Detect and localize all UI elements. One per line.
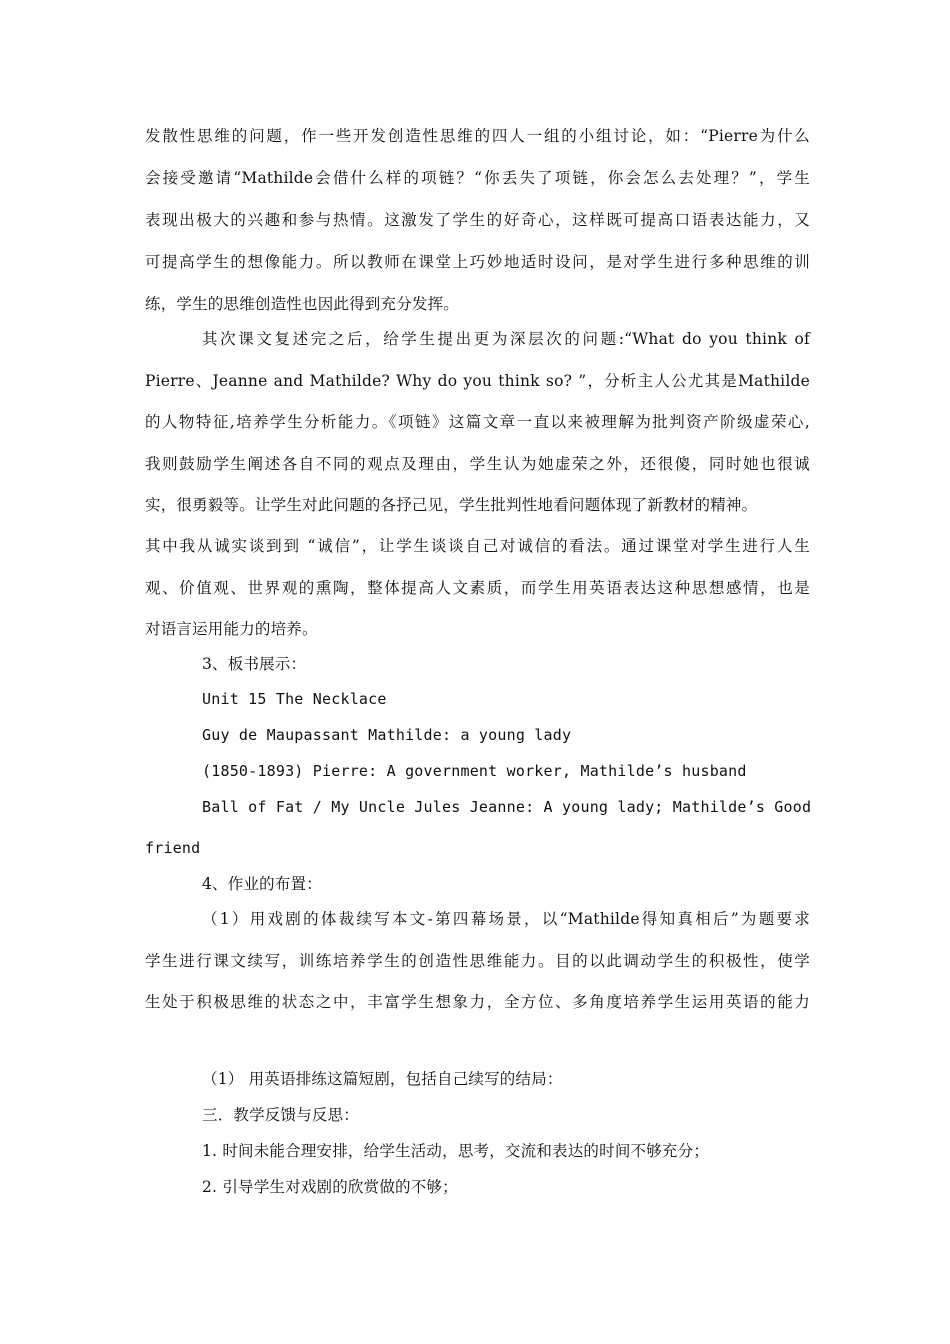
paragraph1-line: 表现出极大的兴趣和参与热情。这激发了学生的好奇心，这样既可提高口语表达能力，又 <box>145 211 810 229</box>
homework-line: （1）用戏剧的体裁续写本文-第四幕场景，以“Mathilde得知真相后”为题要求 <box>202 910 810 928</box>
board-line: Unit 15 The Necklace <box>202 690 387 708</box>
homework-line: 生处于积极思维的状态之中，丰富学生想象力，全方位、多角度培养学生运用英语的能力 <box>145 993 810 1011</box>
paragraph2-line: 我则鼓励学生阐述各自不同的观点及理由，学生认为她虚荣之外，还很傻，同时她也很诚 <box>145 455 810 473</box>
paragraph2-line: 观、价值观、世界观的熏陶，整体提高人文素质，而学生用英语表达这种思想感情，也是 <box>145 579 810 597</box>
paragraph2-line: 其中我从诚实谈到到 “诚信”，让学生谈谈自己对诚信的看法。通过课堂对学生进行人生 <box>145 537 810 555</box>
paragraph2-line: 对语言运用能力的培养。 <box>145 620 318 638</box>
board-line: Ball of Fat / My Uncle Jules Jeanne: A young lady; Mathilde’s Good <box>202 798 812 816</box>
board-heading: 3、板书展示： <box>202 655 307 673</box>
paragraph2-line: 的人物特征,培养学生分析能力。《项链》这篇文章一直以来被理解为批判资产阶级虚荣心, <box>145 413 810 431</box>
board-line: Guy de Maupassant Mathilde: a young lady <box>202 726 572 744</box>
feedback-heading: 三．教学反馈与反思： <box>202 1106 360 1124</box>
feedback-item: 1. 时间未能合理安排，给学生活动，思考，交流和表达的时间不够充分； <box>202 1142 710 1160</box>
homework-line: 学生进行课文续写，训练培养学生的创造性思维能力。目的以此调动学生的积极性，使学 <box>145 952 810 970</box>
board-line: (1850-1893) Pierre: A government worker, Mathilde’s husband <box>202 762 747 780</box>
paragraph1-line: 发散性思维的问题，作一些开发创造性思维的四人一组的小组讨论，如：“Pierre为什么 <box>145 127 810 145</box>
paragraph1-line: 练，学生的思维创造性也因此得到充分发挥。 <box>145 295 460 313</box>
paragraph2-line: Pierre、Jeanne and Mathilde? Why do you think so? ”，分析主人公尤其是Mathilde <box>145 372 810 390</box>
paragraph2-line: 其次课文复述完之后，给学生提出更为深层次的问题:“What do you think of <box>202 330 810 348</box>
feedback-item: 2. 引导学生对戏剧的欣赏做的不够； <box>202 1178 458 1196</box>
paragraph1-line: 会接受邀请“Mathilde会借什么样的项链？“你丢失了项链，你会怎么去处理？”，学生 <box>145 169 810 187</box>
paragraph2-line: 实，很勇毅等。让学生对此问题的各抒己见，学生批判性地看问题体现了新教材的精神。 <box>145 496 758 514</box>
homework-heading: 4、作业的布置： <box>202 875 322 893</box>
homework-item: （1） 用英语排练这篇短剧，包括自己续写的结局： <box>202 1070 563 1088</box>
paragraph1-line: 可提高学生的想像能力。所以教师在课堂上巧妙地适时设问，是对学生进行多种思维的训 <box>145 253 810 271</box>
board-line: friend <box>145 839 201 857</box>
